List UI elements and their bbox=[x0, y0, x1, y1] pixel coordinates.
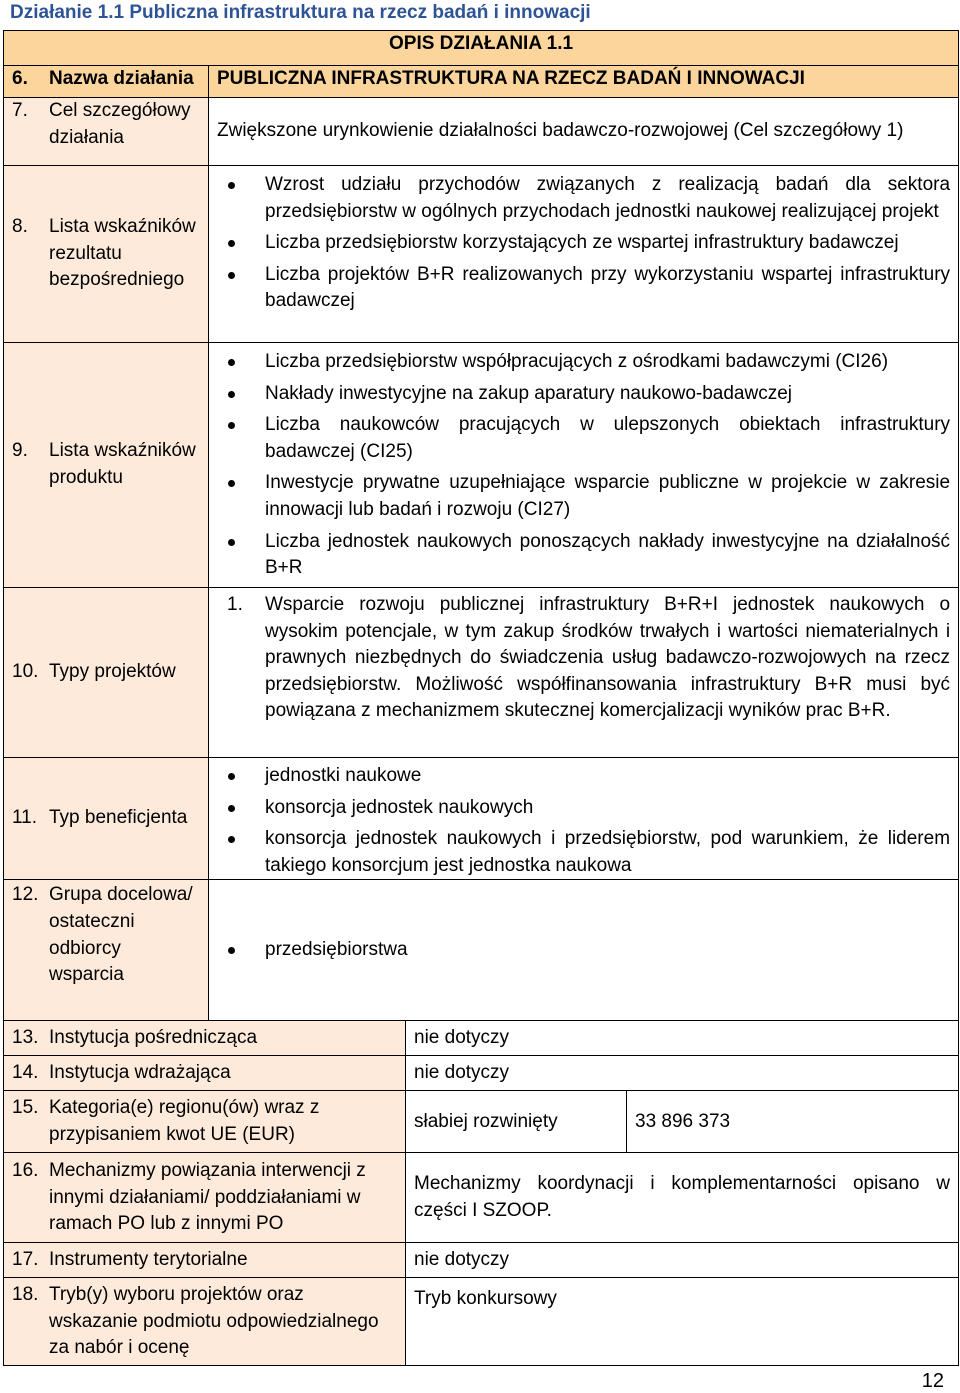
row-selection-mode bbox=[4, 1278, 959, 1366]
implementing-institution-value: nie dotyczy bbox=[406, 1056, 959, 1091]
list-item: Liczba jednostek naukowych ponoszących nakłady inwestycyjne na działalność B+R bbox=[217, 529, 950, 582]
specific-objective-value: Zwiększone urynkowienie działalności badawczo-rozwojowej (Cel szczegółowy 1) bbox=[209, 98, 959, 166]
row-label-cell bbox=[4, 1021, 406, 1056]
row-label-cell bbox=[4, 758, 209, 880]
beneficiary-type-cell bbox=[209, 758, 959, 880]
row-number: 16. bbox=[12, 1159, 39, 1181]
list-item: Liczba przedsiębiorstw współpracujących z ośrodkami badawczymi (CI26) bbox=[217, 349, 950, 376]
list-item: Wzrost udziału przychodów związanych z realizacją badań dla sektora przedsiębiorstw w ogólnych przychodach jednostki naukowej realizującej projekt bbox=[217, 172, 950, 225]
eu-amount-value: 33 896 373 bbox=[627, 1091, 959, 1153]
list-item: Liczba projektów B+R realizowanych przy wykorzystaniu wspartej infrastruktury badawczej bbox=[217, 262, 950, 315]
row-number: 8. bbox=[12, 216, 28, 238]
row-label: Cel szczegółowy działania bbox=[49, 100, 191, 148]
row-territorial-instruments bbox=[4, 1243, 959, 1278]
project-type-text: Wsparcie rozwoju publicznej infrastruktury B+R+I jednostek naukowych o wysokim potencjale, w tym zakup środków trwałych i wartości niematerialnych i prawnych niezbędnych do świadczenia usług badawczo-rozwojowych na rzecz przedsiębiorstw. Możliwość współfinansowania infrastruktury B+R musi być powiązana z mechanizmem skutecznej komercjalizacji wyników prac B+R. bbox=[265, 594, 951, 722]
row-specific-objective bbox=[4, 98, 959, 166]
intermediate-institution-value: nie dotyczy bbox=[406, 1021, 959, 1056]
row-label: Nazwa działania bbox=[49, 68, 194, 89]
page-number: 12 bbox=[921, 1370, 944, 1392]
territorial-instruments-value: nie dotyczy bbox=[406, 1243, 959, 1278]
table-title-row bbox=[4, 31, 959, 66]
row-label: Lista wskaźników produktu bbox=[49, 440, 196, 488]
row-label: Instrumenty terytorialne bbox=[49, 1249, 248, 1271]
row-label: Mechanizmy powiązania interwencji z innymi działaniami/ poddziałaniami w ramach PO lub z innymi PO bbox=[49, 1159, 366, 1235]
row-label-cell bbox=[4, 1278, 406, 1366]
linkage-mechanisms-value: Mechanizmy koordynacji i komplementarności opisano w części I SZOOP. bbox=[406, 1153, 959, 1243]
row-region-category bbox=[4, 1091, 959, 1153]
row-label-cell bbox=[4, 98, 209, 166]
item-number: 1. bbox=[227, 594, 243, 615]
list-item: konsorcja jednostek naukowych i przedsiębiorstw, pod warunkiem, że liderem takiego konsorcjum jest jednostka naukowa bbox=[217, 826, 950, 879]
project-types-cell bbox=[209, 588, 959, 758]
row-label-cell bbox=[4, 1243, 406, 1278]
result-indicators-cell bbox=[209, 166, 959, 343]
row-action-name bbox=[4, 66, 959, 98]
region-category-value: słabiej rozwinięty bbox=[406, 1091, 627, 1153]
list-item: jednostki naukowe bbox=[217, 763, 950, 790]
row-number: 15. bbox=[12, 1097, 39, 1119]
row-label-cell bbox=[4, 66, 209, 98]
row-number: 17. bbox=[12, 1249, 39, 1271]
row-result-indicators bbox=[4, 166, 959, 343]
row-label-cell bbox=[4, 1153, 406, 1243]
row-label-cell bbox=[4, 343, 209, 588]
row-label: Instytucja pośrednicząca bbox=[49, 1027, 258, 1049]
list-item: przedsiębiorstwa bbox=[217, 937, 950, 964]
target-group-cell bbox=[209, 880, 959, 1021]
list-item: Liczba naukowców pracujących w ulepszonych obiektach infrastruktury badawczej (CI25) bbox=[217, 412, 950, 465]
row-number: 10. bbox=[12, 661, 39, 683]
row-label-cell bbox=[4, 588, 209, 758]
list-item: Nakłady inwestycyjne na zakup aparatury naukowo-badawczej bbox=[217, 381, 950, 408]
row-label: Grupa docelowa/ ostateczni odbiorcy wsparcia bbox=[49, 884, 193, 986]
row-label: Typy projektów bbox=[49, 661, 176, 683]
row-number: 7. bbox=[12, 100, 28, 121]
list-item: konsorcja jednostek naukowych bbox=[217, 795, 950, 822]
section-heading: Działanie 1.1 Publiczna infrastruktura na rzecz badań i innowacji bbox=[10, 2, 591, 23]
selection-mode-value: Tryb konkursowy bbox=[406, 1278, 959, 1366]
row-label: Kategoria(e) regionu(ów) wraz z przypisaniem kwot UE (EUR) bbox=[49, 1097, 320, 1145]
row-number: 6. bbox=[12, 68, 28, 89]
row-number: 14. bbox=[12, 1062, 39, 1084]
row-label-cell bbox=[4, 880, 209, 1021]
row-label: Instytucja wdrażająca bbox=[49, 1062, 231, 1084]
row-number: 9. bbox=[12, 440, 28, 462]
product-indicators-cell bbox=[209, 343, 959, 588]
row-product-indicators bbox=[4, 343, 959, 588]
row-target-group bbox=[4, 880, 959, 1021]
row-label-cell bbox=[4, 1056, 406, 1091]
row-label: Tryb(y) wyboru projektów oraz wskazanie podmiotu odpowiedzialnego za nabór i ocenę bbox=[49, 1283, 379, 1359]
table-title: OPIS DZIAŁANIA 1.1 bbox=[4, 31, 959, 66]
action-description-table bbox=[3, 30, 959, 1366]
row-label-cell bbox=[4, 1091, 406, 1153]
row-implementing-institution bbox=[4, 1056, 959, 1091]
row-beneficiary-type bbox=[4, 758, 959, 880]
row-label-cell bbox=[4, 166, 209, 343]
row-number: 12. bbox=[12, 884, 39, 906]
row-number: 13. bbox=[12, 1027, 39, 1049]
row-intermediate-institution bbox=[4, 1021, 959, 1056]
row-project-types bbox=[4, 588, 959, 758]
row-linkage-mechanisms bbox=[4, 1153, 959, 1243]
list-item: Liczba przedsiębiorstw korzystających ze wspartej infrastruktury badawczej bbox=[217, 230, 950, 257]
row-label: Typ beneficjenta bbox=[49, 807, 188, 829]
row-number: 11. bbox=[12, 807, 38, 829]
action-name-value: PUBLICZNA INFRASTRUKTURA NA RZECZ BADAŃ I INNOWACJI bbox=[209, 66, 959, 98]
list-item: Inwestycje prywatne uzupełniające wsparcie publiczne w projekcie w zakresie innowacji lub badań i rozwoju (CI27) bbox=[217, 470, 950, 523]
row-label: Lista wskaźników rezultatu bezpośredniego bbox=[49, 216, 196, 291]
row-number: 18. bbox=[12, 1283, 39, 1305]
